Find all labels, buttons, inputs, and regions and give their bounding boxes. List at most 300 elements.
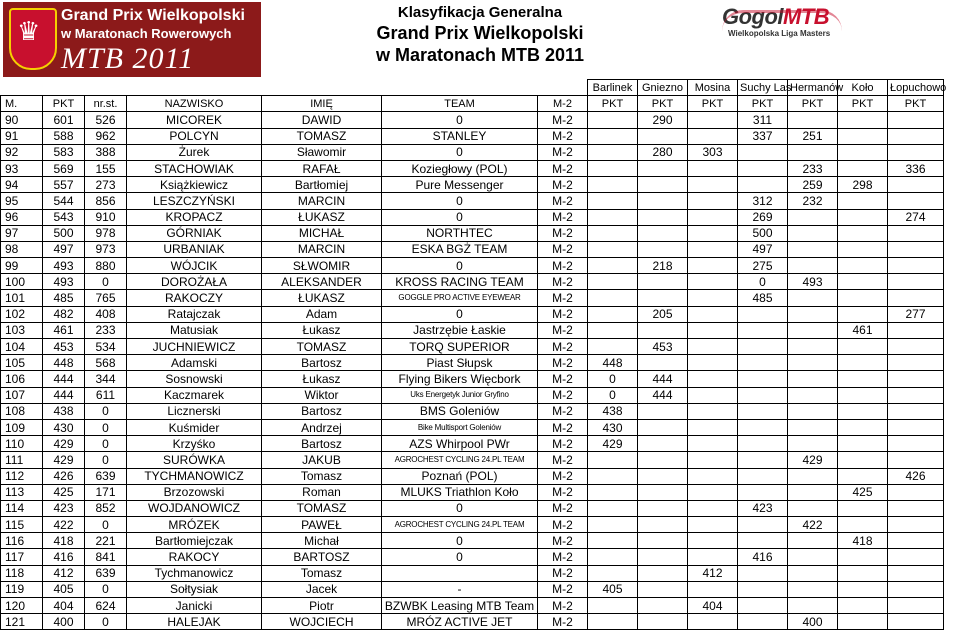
table-cell: M-2 [538,112,588,128]
table-cell: M-2 [538,177,588,193]
table-cell [588,339,638,355]
table-cell: 426 [43,468,85,484]
table-cell: Ratajczak [127,306,262,322]
table-cell [588,517,638,533]
table-cell [738,177,788,193]
table-cell [838,581,888,597]
table-cell [638,468,688,484]
column-header: PKT [43,96,85,112]
table-cell: M-2 [538,209,588,225]
table-cell: 107 [1,387,43,403]
table-cell: M-2 [538,581,588,597]
table-cell [788,112,838,128]
table-cell: 233 [788,160,838,176]
table-cell: 588 [43,128,85,144]
table-cell: 275 [738,258,788,274]
table-cell [688,387,738,403]
table-cell: 0 [382,306,538,322]
table-cell: 557 [43,177,85,193]
table-cell [888,322,944,338]
table-cell: STANLEY [382,128,538,144]
table-cell [738,339,788,355]
table-cell [788,258,838,274]
table-cell: 96 [1,209,43,225]
table-cell: 448 [43,355,85,371]
table-cell: 273 [85,177,127,193]
table-cell: KROPACZ [127,209,262,225]
table-cell [888,403,944,419]
table-cell [888,371,944,387]
table-cell: 312 [738,193,788,209]
table-cell [788,468,838,484]
table-cell: 444 [43,387,85,403]
table-cell: Sosnowski [127,371,262,387]
table-cell [888,419,944,435]
table-cell: 0 [588,371,638,387]
table-cell [588,193,638,209]
table-cell: 344 [85,371,127,387]
table-cell: MRÓZEK [127,517,262,533]
table-cell: 624 [85,598,127,614]
table-cell [888,517,944,533]
table-cell: 461 [43,322,85,338]
table-cell: AZS Whirpool PWr [382,436,538,452]
table-row [1,241,944,257]
table-cell [688,128,738,144]
table-cell: - [382,581,538,597]
table-cell: M-2 [538,290,588,306]
table-cell: Książkiewicz [127,177,262,193]
table-cell: 429 [43,436,85,452]
table-cell [588,274,638,290]
table-cell [638,500,688,516]
table-cell: 453 [43,339,85,355]
table-cell [738,581,788,597]
table-cell: Bartosz [262,436,382,452]
table-cell: 232 [788,193,838,209]
table-cell [838,209,888,225]
table-cell: 444 [43,371,85,387]
table-cell [788,225,838,241]
table-cell: 337 [738,128,788,144]
table-cell [688,419,738,435]
table-cell: 880 [85,258,127,274]
table-cell [738,387,788,403]
table-cell: KROSS RACING TEAM [382,274,538,290]
table-cell: Adamski [127,355,262,371]
table-cell: Jacek [262,581,382,597]
column-header: PKT [788,96,838,112]
table-cell [788,290,838,306]
table-cell [838,193,888,209]
gogol-mtb-logo [722,4,952,44]
table-cell [888,565,944,581]
table-cell: 485 [738,290,788,306]
table-cell [588,306,638,322]
table-cell: 0 [382,144,538,160]
table-cell: 100 [1,274,43,290]
table-cell [588,144,638,160]
table-cell: 418 [43,533,85,549]
table-cell: M-2 [538,517,588,533]
table-cell: M-2 [538,322,588,338]
table-cell [638,209,688,225]
table-cell: 113 [1,484,43,500]
table-cell: M-2 [538,419,588,435]
table-cell: 485 [43,290,85,306]
table-cell: 978 [85,225,127,241]
table-cell [738,355,788,371]
table-cell: 251 [788,128,838,144]
table-cell: 0 [85,452,127,468]
gogol-mtb-brand: GogolMTB [722,4,830,29]
table-cell: TOMASZ [262,128,382,144]
column-header: PKT [888,96,944,112]
table-cell: M-2 [538,160,588,176]
column-header: nr.st. [85,96,127,112]
table-cell [838,355,888,371]
table-cell: 856 [85,193,127,209]
table-cell: JAKUB [262,452,382,468]
table-cell [838,241,888,257]
table-cell: LESZCZYŃSKI [127,193,262,209]
table-cell: Michał [262,533,382,549]
table-cell: 92 [1,144,43,160]
table-cell [888,436,944,452]
table-cell: Roman [262,484,382,500]
table-cell: 118 [1,565,43,581]
table-cell [888,128,944,144]
table-cell: 493 [43,274,85,290]
table-cell: ALEKSANDER [262,274,382,290]
table-cell [588,258,638,274]
table-cell: 259 [788,177,838,193]
table-cell: 426 [888,468,944,484]
table-row [1,160,944,176]
race-name: Mosina [688,80,738,96]
table-cell: DOROŻAŁA [127,274,262,290]
table-cell: 116 [1,533,43,549]
table-cell: 280 [638,144,688,160]
table-row [1,598,944,614]
table-cell [838,517,888,533]
table-cell: M-2 [538,371,588,387]
table-cell: 99 [1,258,43,274]
table-cell [888,274,944,290]
table-cell [838,290,888,306]
table-cell [888,484,944,500]
classification-table [0,79,947,630]
table-cell [688,452,738,468]
table-cell: Bike Multisport Goleniów [382,419,538,435]
table-cell: WOJCIECH [262,614,382,630]
table-cell: 336 [888,160,944,176]
table-cell: WOJDANOWICZ [127,500,262,516]
table-cell: AGROCHEST CYCLING 24.PL TEAM [382,452,538,468]
table-cell: RAKOCY [127,549,262,565]
table-cell: Bartosz [262,355,382,371]
table-cell: 438 [588,403,638,419]
table-cell: SŁWOMIR [262,258,382,274]
page-title [330,4,630,66]
table-cell: 418 [838,533,888,549]
table-cell [688,258,738,274]
table-cell: 444 [638,371,688,387]
table-cell [688,517,738,533]
race-name: Łopuchowo [888,80,944,96]
table-cell: 404 [43,598,85,614]
table-cell: 639 [85,565,127,581]
table-cell [588,209,638,225]
table-cell: Poznań (POL) [382,468,538,484]
race-name: Gniezno [638,80,688,96]
table-row [1,387,944,403]
table-cell: 448 [588,355,638,371]
table-cell [638,565,688,581]
table-row [1,258,944,274]
table-cell: 119 [1,581,43,597]
column-header: PKT [638,96,688,112]
table-cell: 973 [85,241,127,257]
table-cell: 95 [1,193,43,209]
table-cell: NORTHTEC [382,225,538,241]
column-header: M. [1,96,43,112]
table-cell: 90 [1,112,43,128]
table-cell: POLCYN [127,128,262,144]
table-cell [838,371,888,387]
table-cell [588,598,638,614]
table-row [1,436,944,452]
table-cell: TYCHMANOWICZ [127,468,262,484]
table-cell [838,306,888,322]
table-cell [638,581,688,597]
table-cell [738,419,788,435]
table-row [1,322,944,338]
table-cell: 412 [43,565,85,581]
table-cell: 103 [1,322,43,338]
gp-wielkopolski-logo [3,2,261,77]
table-cell [738,484,788,500]
table-cell: M-2 [538,387,588,403]
table-cell [738,598,788,614]
table-cell: 962 [85,128,127,144]
table-cell [688,177,738,193]
table-cell: 404 [688,598,738,614]
table-cell [738,322,788,338]
table-row [1,306,944,322]
table-cell: 405 [43,581,85,597]
table-cell: 104 [1,339,43,355]
table-cell: BZWBK Leasing MTB Team [382,598,538,614]
table-cell [838,565,888,581]
table-cell: 493 [788,274,838,290]
table-cell: 205 [638,306,688,322]
table-cell [688,355,738,371]
table-cell: M-2 [538,436,588,452]
table-cell: 568 [85,355,127,371]
race-name: Suchy Las [738,80,788,96]
table-cell: MARCIN [262,193,382,209]
race-name: Barlinek [588,80,638,96]
table-cell: RAFAŁ [262,160,382,176]
table-cell: 422 [43,517,85,533]
table-cell [788,306,838,322]
table-cell [838,500,888,516]
table-cell [688,436,738,452]
table-cell [688,209,738,225]
column-header: M-2 [538,96,588,112]
table-cell [838,387,888,403]
table-cell: 482 [43,306,85,322]
table-cell [588,468,638,484]
table-cell [788,144,838,160]
table-cell: ESKA BGŻ TEAM [382,241,538,257]
table-row [1,112,944,128]
table-row [1,452,944,468]
table-cell: Andrzej [262,419,382,435]
table-cell [588,484,638,500]
table-row [1,517,944,533]
table-cell: 0 [382,193,538,209]
table-cell: 461 [838,322,888,338]
table-row [1,419,944,435]
table-cell [688,339,738,355]
table-cell [588,177,638,193]
table-cell: 0 [738,274,788,290]
table-cell: RAKOCZY [127,290,262,306]
table-cell [588,290,638,306]
table-cell: 416 [738,549,788,565]
table-cell: M-2 [538,306,588,322]
table-cell: M-2 [538,339,588,355]
table-cell [838,468,888,484]
table-cell: M-2 [538,241,588,257]
table-cell [688,112,738,128]
table-cell [688,403,738,419]
table-cell: 611 [85,387,127,403]
table-cell [838,614,888,630]
table-cell [838,549,888,565]
table-cell [888,387,944,403]
table-cell [788,500,838,516]
table-cell [588,160,638,176]
swoosh-icon [722,10,842,31]
table-cell: 425 [838,484,888,500]
table-cell: M-2 [538,258,588,274]
table-cell: 114 [1,500,43,516]
table-cell: SURÓWKA [127,452,262,468]
table-cell: 412 [688,565,738,581]
table-cell: GOGGLE PRO ACTIVE EYEWEAR [382,290,538,306]
table-row [1,128,944,144]
table-cell [688,225,738,241]
table-cell: TOMASZ [262,339,382,355]
table-cell: MLUKS Triathlon Koło [382,484,538,500]
table-cell [638,160,688,176]
table-cell: Bartłomiej [262,177,382,193]
table-cell [788,371,838,387]
title-line-3: w Maratonach MTB 2011 [375,45,585,65]
table-cell [638,241,688,257]
table-cell: 497 [43,241,85,257]
table-cell [638,436,688,452]
table-cell [738,436,788,452]
table-cell [738,403,788,419]
table-cell [638,193,688,209]
table-cell [788,403,838,419]
table-cell: MARCIN [262,241,382,257]
table-cell: 277 [888,306,944,322]
table-row [1,371,944,387]
table-cell: 108 [1,403,43,419]
table-cell: 94 [1,177,43,193]
table-cell: M-2 [538,598,588,614]
table-cell: Sławomir [262,144,382,160]
table-row [1,274,944,290]
table-cell [788,436,838,452]
table-cell: 98 [1,241,43,257]
table-cell [838,274,888,290]
table-cell [838,419,888,435]
table-cell [838,436,888,452]
table-cell: Licznerski [127,403,262,419]
table-cell [838,128,888,144]
table-cell: 429 [788,452,838,468]
table-cell: 429 [588,436,638,452]
table-cell: 0 [382,112,538,128]
table-row [1,144,944,160]
table-cell: 274 [888,209,944,225]
table-cell [688,274,738,290]
table-cell [638,128,688,144]
table-cell [688,484,738,500]
table-cell [738,371,788,387]
table-cell [638,517,688,533]
table-cell [638,452,688,468]
table-cell: BMS Goleniów [382,403,538,419]
table-cell: 0 [85,614,127,630]
table-cell: Bartosz [262,403,382,419]
table-cell: JUCHNIEWICZ [127,339,262,355]
table-cell: 0 [85,419,127,435]
column-header: TEAM [382,96,538,112]
table-cell [888,339,944,355]
table-cell: Sołtysiak [127,581,262,597]
table-cell: 0 [382,549,538,565]
table-cell: TOMASZ [262,500,382,516]
table-row [1,225,944,241]
table-cell [688,322,738,338]
table-cell: 298 [838,177,888,193]
table-cell: M-2 [538,533,588,549]
table-cell: 218 [638,258,688,274]
column-header: PKT [838,96,888,112]
table-cell: M-2 [538,225,588,241]
table-cell: 852 [85,500,127,516]
table-cell: Brzozowski [127,484,262,500]
table-cell [888,177,944,193]
table-cell: Piast Słupsk [382,355,538,371]
table-cell [588,565,638,581]
table-cell: 290 [638,112,688,128]
table-cell [688,306,738,322]
table-cell [738,306,788,322]
table-cell [788,581,838,597]
table-cell [788,533,838,549]
table-cell [788,355,838,371]
table-cell: 0 [382,500,538,516]
table-cell: Piotr [262,598,382,614]
